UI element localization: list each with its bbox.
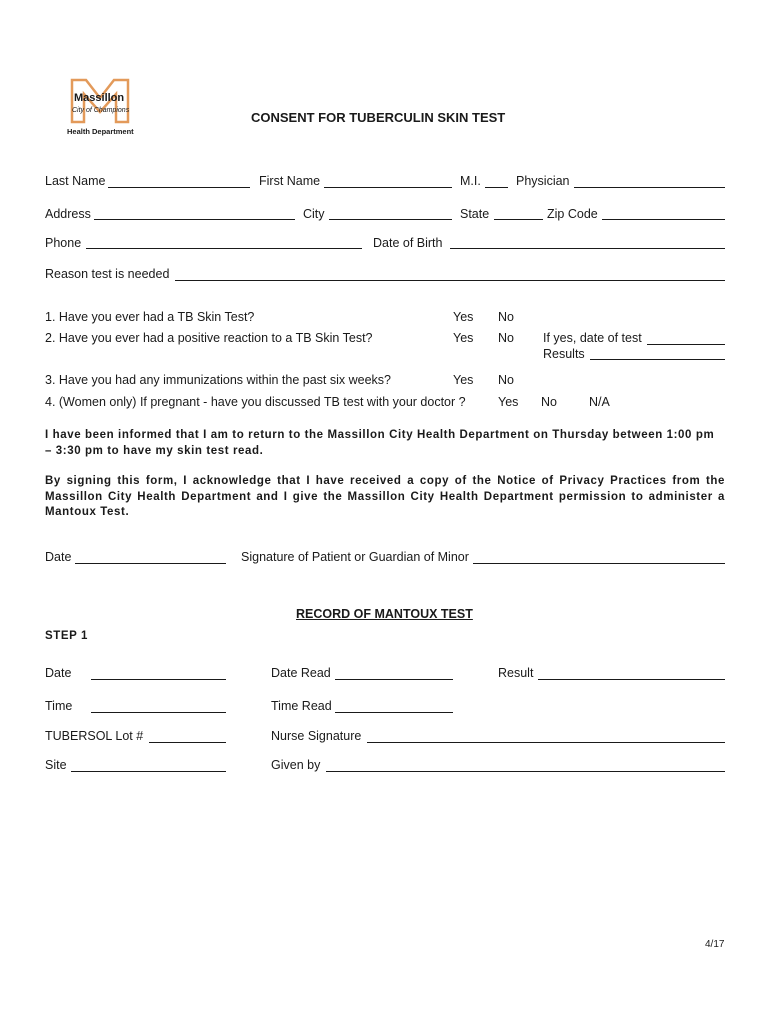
first-name-label: First Name xyxy=(259,174,321,188)
signature-date-field[interactable] xyxy=(75,563,226,564)
dob-field[interactable] xyxy=(450,248,725,249)
physician-field[interactable] xyxy=(574,187,725,188)
question-1-yes[interactable]: Yes xyxy=(453,310,474,324)
results-field[interactable] xyxy=(590,359,725,360)
question-3-yes[interactable]: Yes xyxy=(453,373,474,387)
question-4: 4. (Women only) If pregnant - have you discussed TB test with your doctor ? xyxy=(45,395,466,409)
step-label: STEP 1 xyxy=(45,630,89,642)
city-field[interactable] xyxy=(329,219,452,220)
informed-paragraph: I have been informed that I am to return to the Massillon City Health Department on Thursday between 1:00 pm – 3:30 pm to have my skin test read. xyxy=(45,429,715,457)
mi-label: M.I. xyxy=(460,174,481,188)
phone-field[interactable] xyxy=(86,248,362,249)
logo-subtitle: City of Champions xyxy=(72,107,130,114)
question-4-yes[interactable]: Yes xyxy=(498,395,519,409)
reason-label: Reason test is needed xyxy=(45,267,170,281)
lot-label: TUBERSOL Lot # xyxy=(45,729,144,743)
record-date-label: Date xyxy=(45,666,72,680)
time-read-label: Time Read xyxy=(271,699,332,713)
date-read-field[interactable] xyxy=(335,679,453,680)
question-1: 1. Have you ever had a TB Skin Test? xyxy=(45,310,255,324)
dob-label: Date of Birth xyxy=(373,236,443,250)
privacy-paragraph: By signing this form, I acknowledge that I have received a copy of the Notice of Privacy Practices from the Massillon City Health Department and I give the Massillon City Health Department permission to administer a Mantoux Test. xyxy=(45,475,725,518)
results-label: Results xyxy=(543,347,585,361)
question-4-no[interactable]: No xyxy=(541,395,557,409)
test-date-field[interactable] xyxy=(647,344,725,345)
question-2-no[interactable]: No xyxy=(498,331,514,345)
question-2-yes[interactable]: Yes xyxy=(453,331,474,345)
address-label: Address xyxy=(45,207,91,221)
result-field[interactable] xyxy=(538,679,725,680)
question-3: 3. Have you had any immunizations within the past six weeks? xyxy=(45,373,392,387)
logo-title: Massillon xyxy=(74,92,125,104)
address-field[interactable] xyxy=(94,219,295,220)
physician-label: Physician xyxy=(516,174,570,188)
time-field[interactable] xyxy=(91,712,226,713)
nurse-signature-field[interactable] xyxy=(367,742,725,743)
signature-field[interactable] xyxy=(473,563,725,564)
last-name-label: Last Name xyxy=(45,174,106,188)
signature-date-label: Date xyxy=(45,550,72,564)
time-label: Time xyxy=(45,699,73,713)
result-label: Result xyxy=(498,666,534,680)
lot-field[interactable] xyxy=(149,742,226,743)
question-2: 2. Have you ever had a positive reaction to a TB Skin Test? xyxy=(45,331,373,345)
nurse-signature-label: Nurse Signature xyxy=(271,729,362,743)
zip-field[interactable] xyxy=(602,219,725,220)
test-date-label: If yes, date of test xyxy=(543,331,642,345)
question-1-no[interactable]: No xyxy=(498,310,514,324)
given-by-field[interactable] xyxy=(326,771,725,772)
logo-department: Health Department xyxy=(67,127,134,136)
site-field[interactable] xyxy=(71,771,226,772)
city-label: City xyxy=(303,207,325,221)
reason-field[interactable] xyxy=(175,280,725,281)
time-read-field[interactable] xyxy=(335,712,453,713)
mi-field[interactable] xyxy=(485,187,508,188)
revision-label: 4/17 xyxy=(705,939,725,950)
given-by-label: Given by xyxy=(271,758,321,772)
zip-label: Zip Code xyxy=(547,207,598,221)
date-read-label: Date Read xyxy=(271,666,331,680)
question-3-no[interactable]: No xyxy=(498,373,514,387)
phone-label: Phone xyxy=(45,236,82,250)
page-title: CONSENT FOR TUBERCULIN SKIN TEST xyxy=(251,110,506,125)
question-4-na[interactable]: N/A xyxy=(589,395,610,409)
state-field[interactable] xyxy=(494,219,543,220)
state-label: State xyxy=(460,207,490,221)
site-label: Site xyxy=(45,758,67,772)
last-name-field[interactable] xyxy=(108,187,250,188)
signature-label: Signature of Patient or Guardian of Minor xyxy=(241,550,469,564)
record-date-field[interactable] xyxy=(91,679,226,680)
record-heading: RECORD OF MANTOUX TEST xyxy=(296,607,473,621)
first-name-field[interactable] xyxy=(324,187,452,188)
